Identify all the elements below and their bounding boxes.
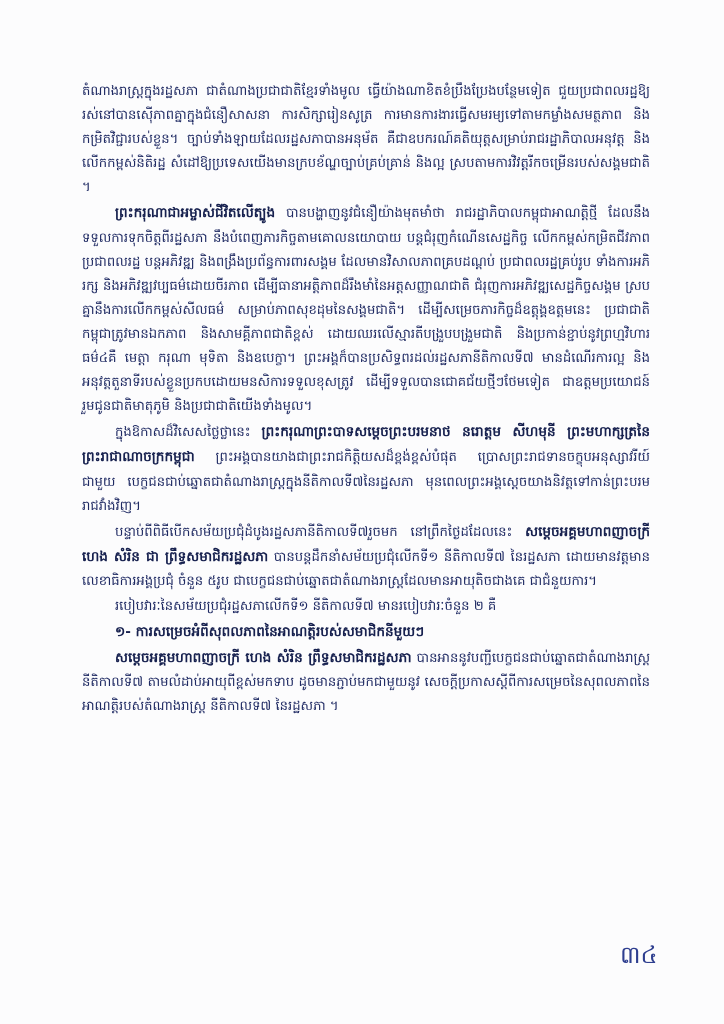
- paragraph-text: ក្នុងឱកាសដ៏វិសេសថ្លៃថ្លានេះ: [115, 425, 262, 441]
- paragraph-7: [82, 646, 650, 719]
- highlighted-phrase: សម្តេចអគ្គមហាពញាចក្រី ហេង សំរិន ព្រឹទ្ធសមាជិករដ្ឋសភា: [115, 650, 412, 667]
- paragraph-text: បានបន្តដឹកនាំសម័យប្រជុំលើកទី១ នីតិកាលទី៧ នៃរដ្ឋសភា ដោយមានវត្តមានលេខាធិការអង្គប្រជុំ ចំនួន ៥រូប ជាបេក្ខជនជាប់ឆ្នោតជាតំណាងរាស្ត្រដែលមានអាយុតិចជាងគេ ជាជំនួយការ។: [82, 549, 650, 589]
- handwritten-page-mark: ៣៤: [620, 941, 658, 969]
- paragraph-5: [82, 595, 650, 619]
- paragraph-text: តំណាងរាស្ត្រក្នុងរដ្ឋសភា ជាតំណាងប្រជាជាតិខ្មែរទាំងមូល ធ្វើយ៉ាងណាខិតខំប្រឹងប្រែងបន្ថែមទៀត ជួយប្រជាពលរដ្ឋឱ្យរស់នៅបានស៊ើភាពគ្នាក្នុងជំនឿសាសនា ការសិក្សារៀនសូត្រ ការមានការងារធ្វើសមរម្យទៅតាមកម្លាំងសមត្ថភាព និងកម្រិតវិជ្ជារបស់ខ្លួន។ ច្បាប់ទាំងឡាយដែលរដ្ឋសភាបានអនុម័ត គឺជាឧបករណ៍គតិយុត្តសម្រាប់រាជរដ្ឋាភិបាលអនុវត្ត និងលើកកម្ពស់និតិរដ្ឋ សំដៅឱ្យប្រទេសយើងមានក្របខ័ណ្ឌច្បាប់គ្រប់គ្រាន់ និងល្អ ស្របតាមការវិវត្តរីកចម្រើនរបស់សង្គមជាតិ ។: [82, 84, 650, 196]
- paragraph-text: ព្រះអង្គបានយាងជាព្រះរាជកិត្តិយសដ៏ខ្ពង់ខ្ពស់បំផុត ប្រោសព្រះរាជទានចក្ខុបអនុស្សាវរីយ៍ជាមួយ បេក្ខជនជាប់ឆ្នោតជាតំណាងរាស្ត្រក្នុងនីតិកាលទី៧នៃរដ្ឋសភា មុនពេលព្រះអង្គស្តេចយាងនិវត្តទៅកាន់ព្រះបរមរាជវាំងវិញ។: [82, 450, 650, 514]
- document-body: [82, 80, 650, 720]
- paragraph-4: [82, 520, 650, 594]
- highlighted-phrase: សម្តេចអគ្គមហាពញាចក្រី ហេង សំរិន ជា ព្រឹទ្ធសមាជិករដ្ឋសភា: [82, 523, 650, 565]
- paragraph-3: [82, 420, 650, 518]
- highlighted-phrase: ព្រះករុណាជាអម្ចាស់ជីវិតលើត្បូង: [115, 205, 276, 222]
- highlighted-phrase: ព្រះករុណាព្រះបាទសម្តេចព្រះបរមនាថ នរោត្តម សីហមុនី ព្រះមហាក្សត្រនៃព្រះរាជាណាចក្រកម្ពុជា: [82, 424, 650, 466]
- highlighted-phrase: ១- ការសម្រេចអំពីសុពលភាពនៃអាណត្តិរបស់សមាជិកនីមួយៗ: [115, 624, 425, 641]
- paragraph-6: [82, 620, 650, 645]
- paragraph-text: បន្ទាប់ពីពិធីបើកសម័យប្រជុំដំបូងរដ្ឋសភានីតិកាលទី៧រួចមក នៅព្រឹកថ្ងៃដដែលនេះ: [115, 524, 526, 540]
- paragraph-text: របៀបវារៈនៃសម័យប្រជុំរដ្ឋសភាលើកទី១ នីតិកាលទី៧ មានរបៀបវារៈចំនួន ២ គឺ: [115, 598, 497, 614]
- paragraph-1: [82, 80, 650, 200]
- paragraph-2: [82, 201, 650, 419]
- paragraph-text: បានអាននូវបញ្ជីបេក្ខជនជាប់ឆ្នោតជាតំណាងរាស្ត្រ នីតិកាលទី៧ តាមលំដាប់អាយុពីខ្ពស់មកទាប ដូចមានភ្ជាប់មកជាមួយនូវ សេចក្តីប្រកាសស្តីពីការសម្រេចនៃសុពលភាពនៃអាណត្តិរបស់តំណាងរាស្ត្រ នីតិកាលទី៧ នៃរដ្ឋសភា ។: [82, 651, 650, 715]
- paragraph-text: បានបង្ហាញនូវជំនឿយ៉ាងមុតមាំថា រាជរដ្ឋាភិបាលកម្ពុជាអាណត្តិថ្មី ដែលនឹងទទួលការទុកចិត្តពីរដ្ឋសភា នឹងបំពេញភារកិច្ចតាមគោលនយោបាយ បន្តជំរុញកំណើនសេដ្ឋកិច្ច លើកកម្ពស់កម្រិតជីវភាពប្រជាពលរដ្ឋ បន្តអភិវឌ្ឍ និងពង្រឹងប្រព័ន្ធការពារសង្គម ដែលមានវិសាលភាពគ្របដណ្តប់ ប្រជាពលរដ្ឋគ្រប់រូប ទាំងការអភិរក្ស និងអភិវឌ្ឍវប្បធម៌ដោយចីរភាព ដើម្បីធានាអត្តិភាពដ៏រឹងមាំនៃអត្តសញ្ញាណជាតិ ជំរុញការអភិវឌ្ឍសេដ្ឋកិច្ចសង្គម ស្របគ្នានឹងការលើកកម្ពស់សីលធម៌ សម្រាប់ភាពសុខដុមនៃសង្គមជាតិ។ ដើម្បីសម្រេចភារកិច្ចដ៏ឧត្តុង្គឧត្តមនេះ ប្រជាជាតិកម្ពុជាត្រូវមានឯកភាព និងសាមគ្គីភាពជាតិខ្ពស់ ដោយឈរលើស្មារតីបង្រួបបង្រួមជាតិ និងប្រកាន់ខ្ជាប់នូវព្រហ្មវិហារធម៌៤គឺ មេត្តា ករុណា មុទិតា និងឧបេក្ខា។ ព្រះអង្គក៏បានប្រសិទ្ធពរដល់រដ្ឋសភានីតិកាលទី៧ មានដំណើរការល្អ និងអនុវត្តតួនាទីរបស់ខ្លួនប្រកបដោយមនសិការទទួលខុសត្រូវ ដើម្បីទទួលបានជោគជ័យថ្មីៗថែមទៀត ជាឧត្តមប្រយោជន៍រួមជូនជាតិមាតុភូមិ និងប្រជាជាតិយើងទាំងមូល។: [82, 206, 650, 415]
